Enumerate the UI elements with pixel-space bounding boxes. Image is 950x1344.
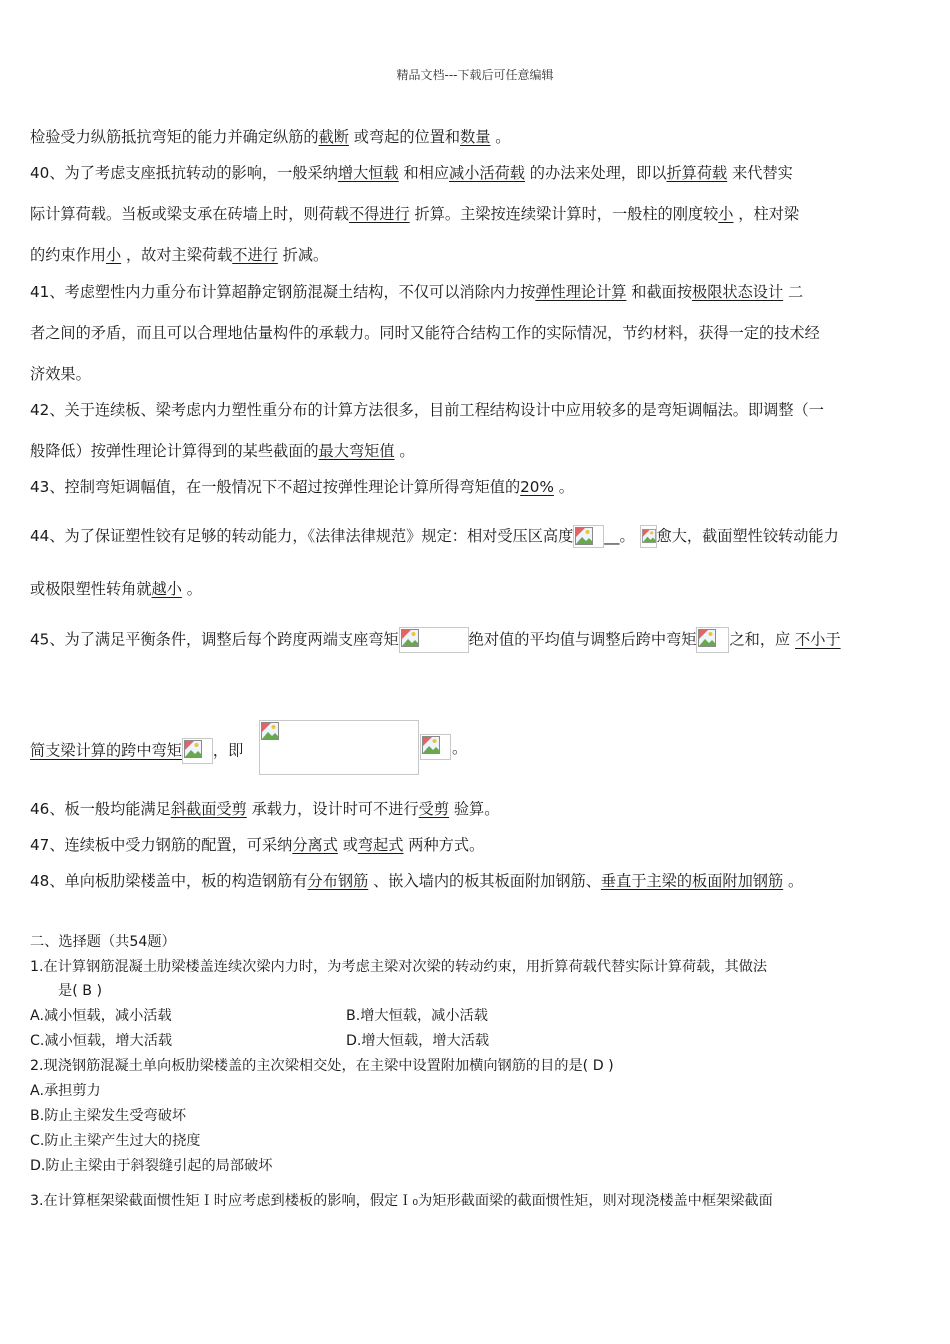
- item-46: 46、板一般均能满足斜截面受剪 承载力，设计时可不进行受剪 验算。: [30, 800, 500, 818]
- question-1-stem: 1.在计算钢筋混凝土肋梁楼盖连续次梁内力时，为考虑主梁对次梁的转动约束，用折算荷载代替实际计算荷载，其做法: [30, 959, 768, 975]
- option-a: A.承担剪力: [30, 1083, 101, 1099]
- item-45-end: 。: [452, 739, 468, 757]
- item-43: 43、控制弯矩调幅值，在一般情况下不超过按弹性理论计算所得弯矩值的20% 。: [30, 478, 574, 496]
- item-44-line-2: 或极限塑性转角就越小 。: [30, 580, 202, 598]
- item-40-line-2: 际计算荷载。当板或梁支承在砖墙上时，则荷载不得进行 折算。主梁按连续梁计算时，一般柱的刚度较小 ，柱对梁: [30, 205, 800, 223]
- option-a: A.减小恒载，减小活载: [30, 1008, 172, 1024]
- option-b: B.增大恒载，减小活载: [346, 1008, 488, 1024]
- item-41-line-2: 者之间的矛盾，而且可以合理地估量构件的承载力。同时又能符合结构工作的实际情况，节约材料，获得一定的技术经: [30, 324, 820, 342]
- option-c: C.防止主梁产生过大的挠度: [30, 1133, 201, 1149]
- broken-image-icon: [420, 734, 451, 760]
- item-42-line-2: 般降低）按弹性理论计算得到的某些截面的最大弯矩值 。: [30, 442, 415, 460]
- item-41-line-1: 41、考虑塑性内力重分布计算超静定钢筋混凝土结构，不仅可以消除内力按弹性理论计算 和截面按极限状态设计 二: [30, 283, 804, 301]
- broken-image-icon: [640, 525, 657, 548]
- item-45-line-2: 简支梁计算的跨中弯矩 ，即: [30, 738, 243, 764]
- question-2-stem: 2.现浇钢筋混凝土单向板肋梁楼盖的主次梁相交处，在主梁中设置附加横向钢筋的目的是( D ): [30, 1058, 614, 1074]
- broken-image-icon: [182, 738, 213, 764]
- page-header: 精品文档---下载后可任意编辑: [396, 68, 554, 82]
- item-44-line-1: 44、为了保证塑性铰有足够的转动能力，《法律法律规范》规定：相对受压区高度 __。 愈大，截面塑性铰转动能力: [30, 525, 839, 548]
- option-b: B.防止主梁发生受弯破坏: [30, 1108, 187, 1124]
- question-1-answer: 是( B ): [58, 983, 103, 999]
- question-3-stem: 3.在计算框架梁截面惯性矩Ｉ时应考虑到楼板的影响，假定Ｉ₀为矩形截面梁的截面惯性矩，则对现浇楼盖中框架梁截面: [30, 1193, 773, 1209]
- item-47: 47、连续板中受力钢筋的配置，可采纳分离式 或弯起式 两种方式。: [30, 836, 485, 854]
- option-c: C.减小恒载，增大活载: [30, 1033, 173, 1049]
- item-45-line-1: 45、为了满足平衡条件，调整后每个跨度两端支座弯矩 绝对值的平均值与调整后跨中弯矩 之和，应 不小于: [30, 627, 841, 653]
- broken-image-icon: [399, 627, 469, 653]
- broken-image-icon: [573, 525, 604, 548]
- paragraph-39-tail: 检验受力纵筋抵抗弯矩的能力并确定纵筋的截断 或弯起的位置和数量 。: [30, 128, 511, 146]
- item-48: 48、单向板肋梁楼盖中，板的构造钢筋有分布钢筋 、嵌入墙内的板其板面附加钢筋、垂直于主梁的板面附加钢筋 。: [30, 872, 804, 890]
- item-42-line-1: 42、关于连续板、梁考虑内力塑性重分布的计算方法很多，目前工程结构设计中应用较多的是弯矩调幅法。即调整（一: [30, 401, 824, 419]
- option-d: D.防止主梁由于斜裂缝引起的局部破坏: [30, 1158, 273, 1174]
- item-40-line-1: 40、为了考虑支座抵抗转动的影响，一般采纳增大恒载 和相应减小活荷载 的办法来处理，即以折算荷载 来代替实: [30, 164, 793, 182]
- broken-image-icon: [696, 627, 729, 653]
- option-d: D.增大恒载，增大活载: [346, 1033, 490, 1049]
- section-heading: 二、选择题（共54题）: [30, 934, 176, 950]
- item-40-line-3: 的约束作用小 ，故对主梁荷载不进行 折减。: [30, 246, 329, 264]
- item-41-line-3: 济效果。: [30, 365, 91, 383]
- broken-image-icon: [259, 720, 419, 775]
